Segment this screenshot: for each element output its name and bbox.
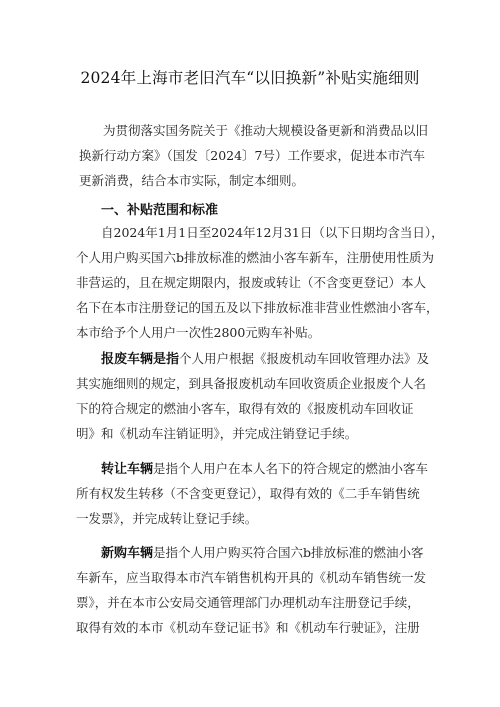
scrap-line: 下的符合规定的燃油小客车，取得有效的《报废机动车回收证 xyxy=(76,401,414,416)
newcar-term: 新购车辆 xyxy=(101,546,154,561)
transfer-vehicle-paragraph xyxy=(76,456,441,531)
document-title: 2024年上海市老旧汽车“以旧换新”补贴实施细则 xyxy=(80,69,420,87)
section1-line: 自2024年1月1日至2024年12月31日（以下日期均含当日）， xyxy=(101,225,444,240)
section-heading: 一、补贴范围和标准 xyxy=(101,203,219,218)
transfer-line: 所有权发生转移（不含变更登记），取得有效的《二手车销售统 xyxy=(76,486,420,501)
section1-line: 个人用户购买国六b排放标准的燃油小客车新车，注册使用性质为 xyxy=(76,250,435,265)
intro-paragraph xyxy=(79,118,443,193)
scrap-line: 其实施细则的规定，到具备报废机动车回收资质企业报废个人名 xyxy=(76,376,427,391)
scrap-term: 报废车辆是指 xyxy=(101,352,180,367)
newcar-line: 票》，并在本市公安局交通管理部门办理机动车注册登记手续， xyxy=(76,595,420,610)
scrap-first-rest: 个人用户根据《报废机动车回收管理办法》及 xyxy=(179,351,430,366)
newcar-first-line xyxy=(101,540,441,565)
section1-paragraph xyxy=(76,220,444,345)
transfer-line: 一发票》，并完成转让登记手续。 xyxy=(76,511,258,526)
newcar-line: 车新车，应当取得本市汽车销售机构开具的《机动车销售统一发 xyxy=(76,570,427,585)
section1-line: 本市给予个人用户一次性2800元购车补贴。 xyxy=(76,325,321,340)
transfer-first-line xyxy=(101,456,441,481)
new-vehicle-paragraph xyxy=(76,540,441,640)
section1-line: 非营运的，且在规定期限内，报废或转让（不含变更登记）本人 xyxy=(76,275,427,290)
intro-line: 换新行动方案》（国发〔2024〕7号）工作要求，促进本市汽车 xyxy=(79,148,426,163)
intro-line: 为贯彻落实国务院关于《推动大规模设备更新和消费品以旧 xyxy=(103,123,429,138)
section1-line: 名下在本市注册登记的国五及以下排放标准非营业性燃油小客车， xyxy=(76,300,439,315)
transfer-first-rest: 是指个人用户在本人名下的符合规定的燃油小客车 xyxy=(153,461,429,476)
intro-line: 更新消费，结合本市实际，制定本细则。 xyxy=(79,173,305,188)
newcar-first-rest: 是指个人用户购买符合国六b排放标准的燃油小客 xyxy=(153,545,424,560)
scrap-line: 明》和《机动车注销证明》，并完成注销登记手续。 xyxy=(76,426,358,441)
transfer-term: 转让车辆 xyxy=(101,462,154,477)
scrap-first-line xyxy=(101,346,441,371)
newcar-line: 取得有效的本市《机动车登记证书》和《机动车行驶证》，注册 xyxy=(76,620,420,635)
scrap-vehicle-paragraph xyxy=(76,346,441,446)
